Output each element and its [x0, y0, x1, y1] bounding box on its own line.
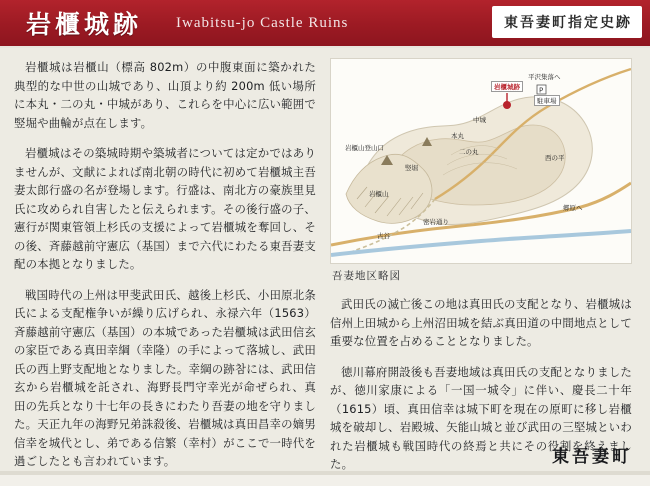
map-label: 岩櫃山登山口: [345, 144, 384, 152]
svg-text:P: P: [539, 86, 544, 95]
status-badge: 東吾妻町指定史跡: [492, 6, 642, 38]
map-label: 岩櫃山: [369, 190, 389, 198]
right-column: [330, 58, 632, 486]
page-title: 岩櫃城跡: [26, 10, 143, 39]
paragraph: 岩櫃城はその築城時期や築城者については定かではありませんが、文献によれば南北朝の時代に初めて岩櫃城主吾妻太郎行盛の名が登場します。行盛は、南北方の豪族里見氏に攻められ自害したと伝えられます。その後行盛の子、憲行が関東管領上杉氏の支援によって岩櫃城を奪回し、その後、斉藤越前守憲広（基国）まで六代にわたる東吾妻支配の本拠となりました。: [14, 146, 316, 271]
page-subtitle-romaji: Iwabitsu-jo Castle Ruins: [176, 14, 349, 31]
map-label: 中城: [473, 116, 486, 124]
map-label-castle-site: 岩櫃城跡: [491, 81, 523, 92]
paragraph: 岩櫃城は岩櫃山（標高 802m）の中腹東面に築かれた典型的な中世の山城であり、山頂より約 200m 低い場所に本丸・二の丸・中城があり、これらを中心に広い範囲で竪堀や曲輪が点在します。: [14, 60, 316, 130]
paragraph: 武田氏の滅亡後この地は真田氏の支配となり、岩櫃城は信州上田城から上州沼田城を結ぶ真田道の中間地点として重要な位置を占めることとなりました。: [330, 297, 632, 348]
map-label: 竪堀: [405, 164, 418, 172]
map-caption: 吾妻地区略図: [332, 270, 401, 282]
paragraph: 戦国時代の上州は甲斐武田氏、越後上杉氏、小田原北条氏による支配権争いが繰り広げられ、永禄六年（1563）斉藤越前守憲広（基国）の本城であった岩櫃城は武田信玄の家臣である真田幸綱（幸隆）の手によって落城し、武田氏の西上野支配地となりました。幸綱の跡참には、武田信玄から岩櫃城を託され、海野長門守幸光が命ぜられ、真田の先兵となり十七年の長きにわたり吾妻の地を守りました。天正九年の海野兄弟誅殺後、岩櫃城は真田昌幸の嫡男信幸を城代とし、弟である信繁（幸村）がここで一時代を過ごしたとも言われています。: [14, 287, 316, 468]
map-label: 郷原へ: [563, 204, 583, 212]
map-label: 西の平: [545, 154, 565, 162]
map-label-parking: 駐車場: [534, 95, 560, 106]
board-content: [0, 48, 650, 475]
board-header: [0, 0, 650, 48]
map-label: 本丸: [451, 132, 464, 140]
paragraph: 徳川幕府開設後も吾妻地域は真田氏の支配となりましたが、徳川家康による「一国一城令」に伴い、慶長二十年（1615）頃、真田信幸は城下町を現在の原町に移し岩櫃城を破却し、岩殿城、矢能山城と並び武田の三堅城といわれた岩櫃城も戦国時代の終焉と共にその役割を終えました。: [330, 364, 632, 471]
issuing-organization: 東吾妻町: [552, 447, 632, 467]
left-column: [14, 58, 316, 486]
map-label: 二の丸: [459, 148, 479, 156]
map-label: 平沢集落へ: [528, 73, 561, 81]
two-column-layout: [14, 58, 636, 486]
map-illustration: [331, 59, 631, 263]
map-label: 古谷: [377, 232, 390, 240]
map-label: 密岩通り: [423, 218, 449, 226]
board-bottom-edge: [0, 471, 650, 475]
area-map: [330, 58, 632, 264]
